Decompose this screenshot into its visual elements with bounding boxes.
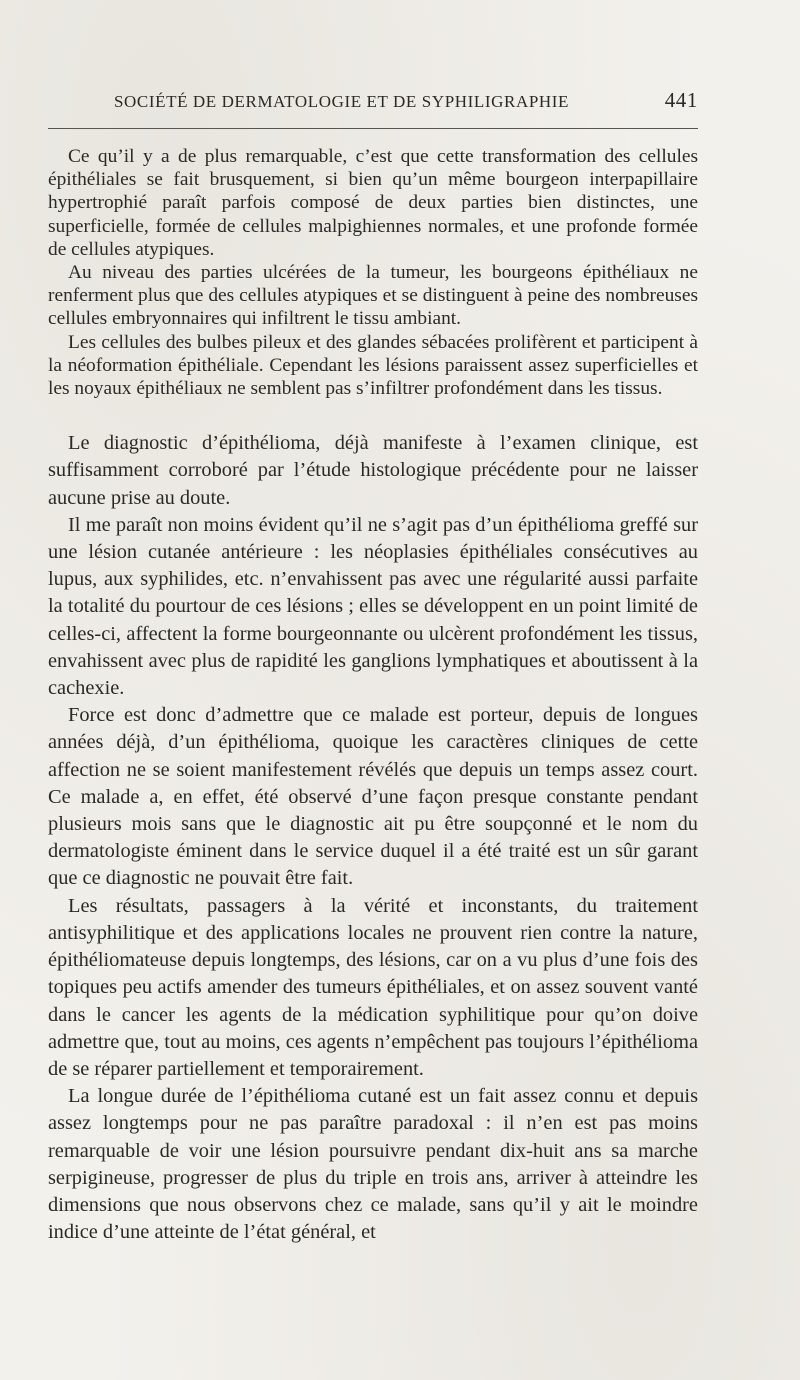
paragraph: Les résultats, passagers à la vérité et inconstants, du traitement antisyphilitique et des applications locales ne prouvent rien contre la nature, épithéliomateuse depuis longtemps, des lésions, car on a vu plus d’une fois des topiques peu actifs amender des tumeurs épithéliales, et on assez souvent vanté dans le cancer les agents de la médication syphilitique pour qu’on doive admettre que, tout au moins, ces agents n’empêchent pas toujours l’épithélioma de se réparer partiellement et temporairement. (48, 894, 698, 1080)
paragraph: Les cellules des bulbes pileux et des glandes sébacées prolifèrent et participent à la néoformation épithéliale. Cependant les lésions paraissent assez superficielles et les noyaux épithéliaux ne semblent pas s’infiltrer profondément dans les tissus. (48, 331, 698, 400)
header-rule (48, 128, 698, 129)
paragraph: Il me paraît non moins évident qu’il ne s’agit pas d’un épithélioma greffé sur une lésion cutanée antérieure : les néoplasies épithéliales consécutives au lupus, aux syphilides, etc. n’envahissent pas avec une régularité aussi parfaite la totalité du pourtour de ces lésions ; elles se développent en un point limité de celles-ci, affectent la forme bourgeonnante ou ulcèrent profondément les tissus, envahissent avec plus de rapidité les ganglions lymphatiques et aboutissent à la cachexie. (48, 513, 698, 700)
section-gap (48, 400, 698, 430)
paragraph: Force est donc d’admettre que ce malade est porteur, depuis de longues années déjà, d’un épithélioma, quoique les caractères cliniques de cette affection ne se soient manifestement révélés que depuis un temps assez court. Ce malade a, en effet, été observé d’une façon presque constante pendant plusieurs mois sans que le diagnostic ait pu être soupçonné et le nom du dermatologiste éminent dans le service duquel il a été traité est un sûr garant que ce diagnostic ne pouvait être fait. (48, 704, 698, 890)
paragraph: Ce qu’il y a de plus remarquable, c’est que cette transformation des cellules épithéliales se fait brusquement, si bien qu’un même bourgeon interpapillaire hypertrophié paraît parfois composé de deux parties bien distinctes, une superficielle, formée de cellules malpighiennes normales, et une profonde formée de cellules atypiques. (48, 146, 698, 260)
paragraph: La longue durée de l’épithélioma cutané est un fait assez connu et depuis assez longtemps pour ne pas paraître paradoxal : il n’en est pas moins remarquable de voir une lésion poursuivre pendant dix-huit ans sa marche serpigineuse, progresser de plus du triple en trois ans, arriver à atteindre les dimensions que nous observons chez ce malade, sans qu’il y ait le moindre indice d’une atteinte de l’état général, et (48, 1085, 698, 1244)
histology-section (48, 145, 698, 400)
discussion-section (48, 430, 698, 1246)
book-page (48, 88, 698, 1246)
paragraph: Le diagnostic d’épithélioma, déjà manifeste à l’examen clinique, est suffisamment corroboré par l’étude histologique précédente pour ne laisser aucune prise au doute. (48, 432, 698, 509)
paragraph: Au niveau des parties ulcérées de la tumeur, les bourgeons épithéliaux ne renferment plus que des cellules atypiques et se distinguent à peine des nombreuses cellules embryonnaires qui infiltrent le tissu ambiant. (48, 262, 698, 330)
running-header (48, 88, 698, 120)
page-number: 441 (664, 88, 698, 112)
running-title: SOCIÉTÉ DE DERMATOLOGIE ET DE SYPHILIGRAPHIE (114, 92, 570, 111)
